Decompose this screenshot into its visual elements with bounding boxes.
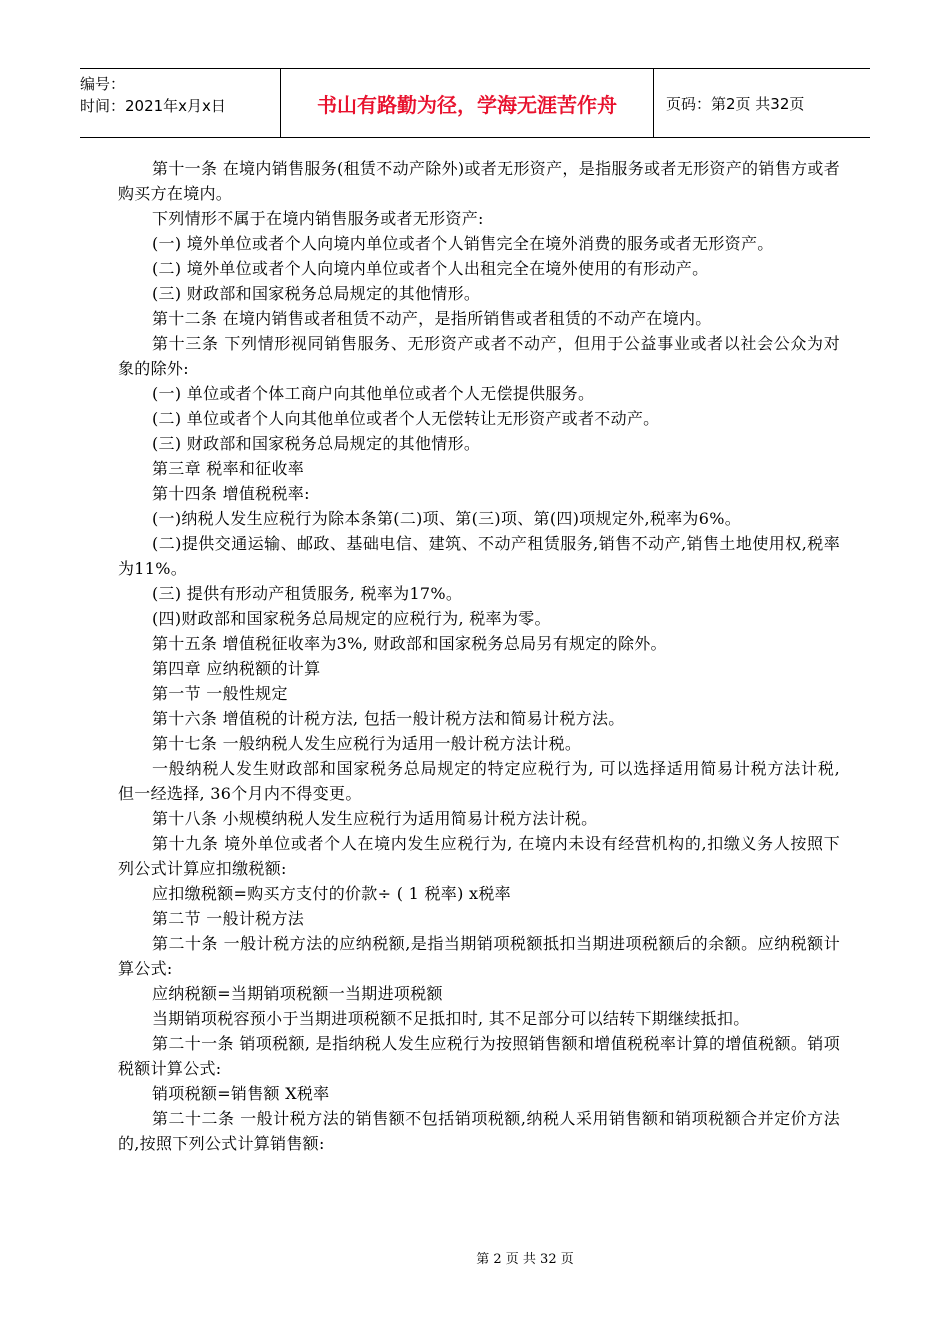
- paragraph: (三) 财政部和国家税务总局规定的其他情形。: [152, 434, 481, 453]
- paragraph: (四)财政部和国家税务总局规定的应税行为, 税率为零。: [152, 609, 551, 628]
- paragraph: 第十三条 下列情形视同销售服务、无形资产或者不动产，但用于公益事业或者以社会公众为对象的除外:: [118, 334, 840, 378]
- section-heading: 第二节 一般计税方法: [152, 909, 305, 928]
- paragraph: 第十八条 小规模纳税人发生应税行为适用简易计税方法计税。: [152, 809, 598, 828]
- document-number-label: 编号：: [80, 75, 126, 93]
- chapter-heading: 第四章 应纳税额的计算: [152, 659, 321, 678]
- paragraph: (二) 单位或者个人向其他单位或者个人无偿转让无形资产或者不动产。: [152, 409, 660, 428]
- paragraph: 第十五条 增值税征收率为3%, 财政部和国家税务总局另有规定的除外。: [152, 634, 667, 653]
- paragraph: 下列情形不属于在境内销售服务或者无形资产:: [152, 209, 484, 228]
- header-page-number: 页码：第2页 共32页: [666, 94, 805, 113]
- paragraph: 第十九条 境外单位或者个人在境内发生应税行为, 在境内未设有经营机构的,扣缴义务人按照下列公式计算应扣缴税额:: [118, 834, 840, 878]
- paragraph: 第十七条 一般纳税人发生应税行为适用一般计税方法计税。: [152, 734, 582, 753]
- paragraph: (三) 提供有形动产租赁服务, 税率为17%。: [152, 584, 463, 603]
- paragraph: 第十一条 在境内销售服务(租赁不动产除外)或者无形资产，是指服务或者无形资产的销售方或者购买方在境内。: [118, 159, 840, 203]
- formula: 应扣缴税额=购买方支付的价款÷ ( 1 税率) x税率: [152, 884, 511, 903]
- formula: 销项税额=销售额 X税率: [152, 1084, 330, 1103]
- chapter-heading: 第三章 税率和征收率: [152, 459, 305, 478]
- paragraph: 第十四条 增值税税率:: [152, 484, 310, 503]
- paragraph: (二)提供交通运输、邮政、基础电信、建筑、不动产租赁服务,销售不动产,销售土地使用权,税率为11%。: [118, 534, 840, 578]
- paragraph: 第二十二条 一般计税方法的销售额不包括销项税额,纳税人采用销售额和销项税额合并定价方法的,按照下列公式计算销售额:: [118, 1109, 840, 1153]
- paragraph: 一般纳税人发生财政部和国家税务总局规定的特定应税行为, 可以选择适用简易计税方法计税, 但一经选择, 36个月内不得变更。: [118, 759, 840, 803]
- paragraph: (三) 财政部和国家税务总局规定的其他情形。: [152, 284, 481, 303]
- paragraph: (二) 境外单位或者个人向境内单位或者个人出租完全在境外使用的有形动产。: [152, 259, 709, 278]
- paragraph: (一)纳税人发生应税行为除本条第(二)项、第(三)项、第(四)项规定外,税率为6%。: [152, 509, 742, 528]
- paragraph: 第二十条 一般计税方法的应纳税额,是指当期销项税额抵扣当期进项税额后的余额。应纳税额计算公式:: [118, 934, 840, 978]
- paragraph: 第十六条 增值税的计税方法, 包括一般计税方法和简易计税方法。: [152, 709, 625, 728]
- formula: 应纳税额=当期销项税额一当期进项税额: [152, 984, 443, 1003]
- footer-page-number: 第 2 页 共 32 页: [476, 1252, 574, 1267]
- document-body: [118, 156, 840, 1156]
- section-heading: 第一节 一般性规定: [152, 684, 288, 703]
- paragraph: 第十二条 在境内销售或者租赁不动产，是指所销售或者租赁的不动产在境内。: [152, 309, 712, 328]
- document-date-label: 时间：2021年x月x日: [80, 97, 226, 115]
- page-footer: [0, 1248, 950, 1267]
- header-meta: [80, 69, 280, 137]
- paragraph: (一) 境外单位或者个人向境内单位或者个人销售完全在境外消费的服务或者无形资产。: [152, 234, 774, 253]
- paragraph: (一) 单位或者个体工商户向其他单位或者个人无偿提供服务。: [152, 384, 595, 403]
- paragraph: 当期销项税容预小于当期进项税额不足抵扣时, 其不足部分可以结转下期继续抵扣。: [152, 1009, 750, 1028]
- header-motto: 书山有路勤为径，学海无涯苦作舟: [280, 69, 654, 137]
- page-header: [80, 68, 870, 138]
- paragraph: 第二十一条 销项税额, 是指纳税人发生应税行为按照销售额和增值税税率计算的增值税额。销项税额计算公式:: [118, 1034, 840, 1078]
